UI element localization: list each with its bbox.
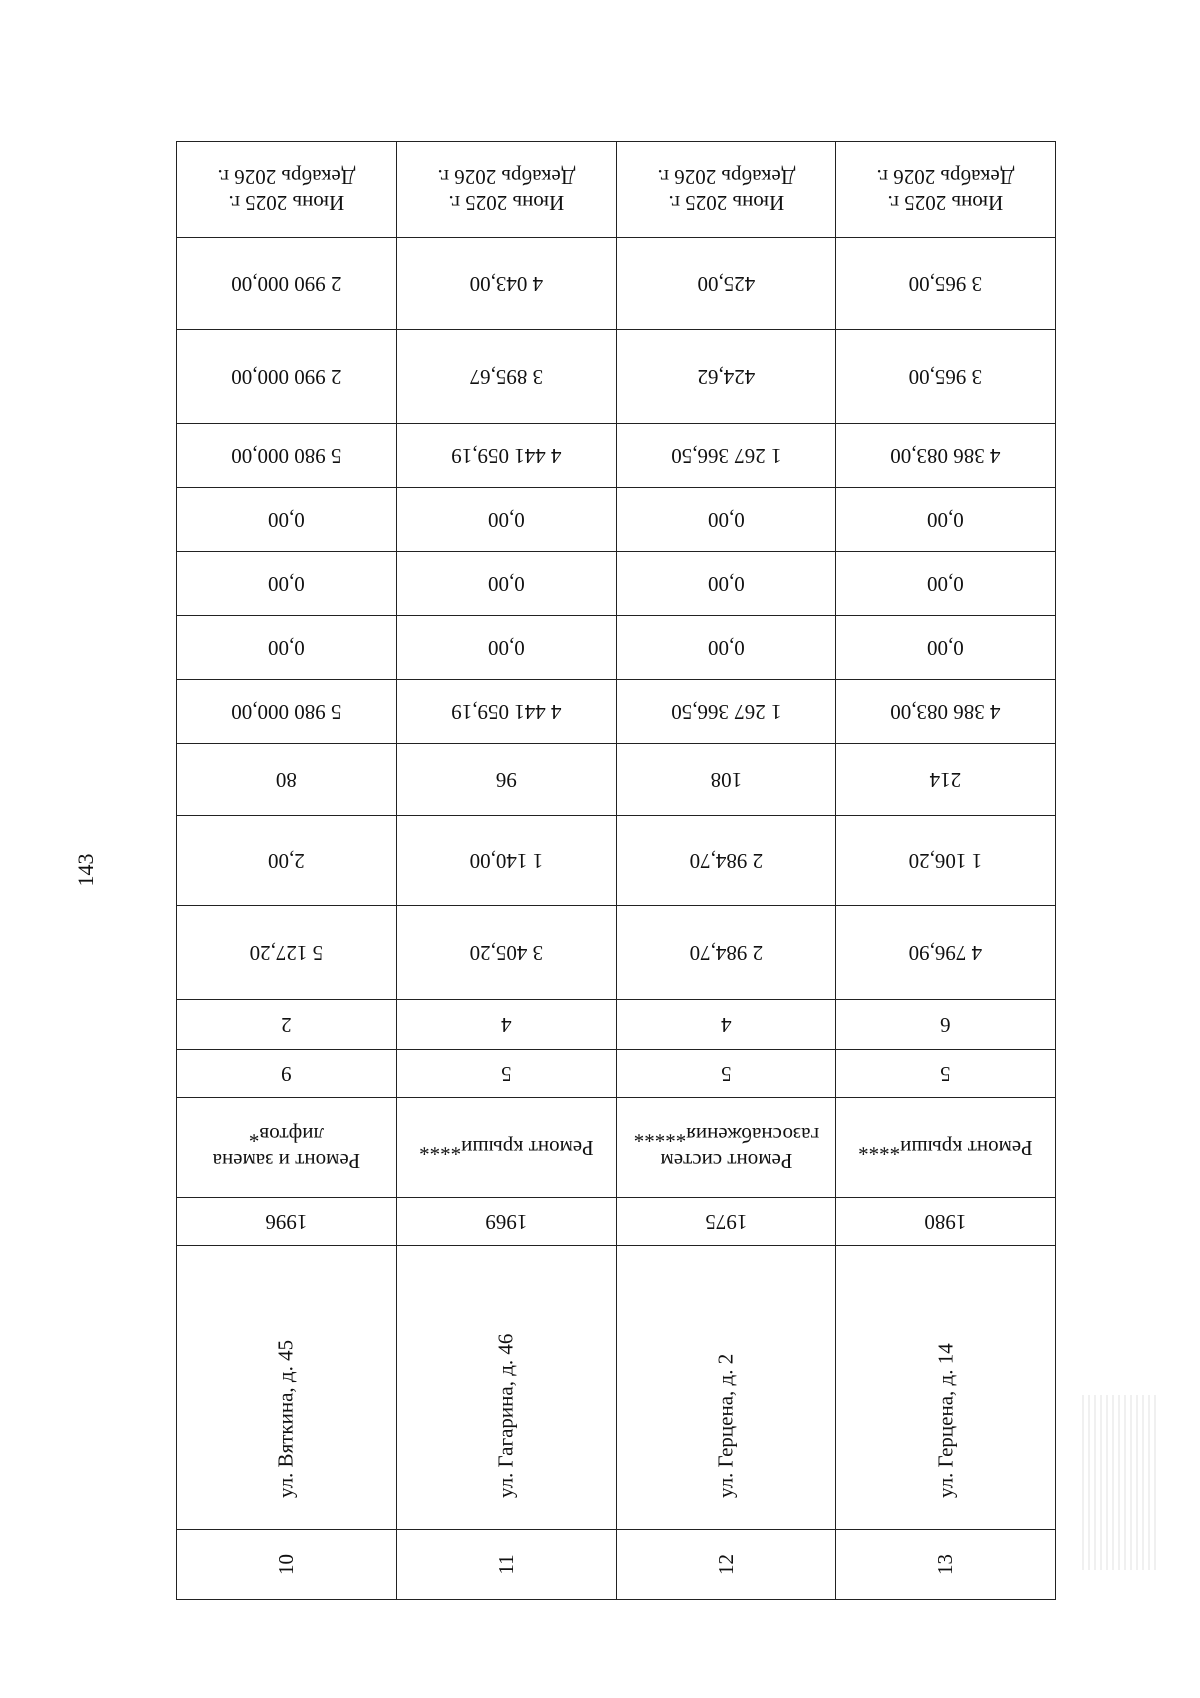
row-value-6 [177, 616, 1056, 680]
cell-value: 0,00 [396, 488, 616, 552]
row-number-text: 10 [273, 1554, 298, 1575]
cell-value: 424,62 [616, 330, 836, 424]
cell-value: 2,00 [177, 816, 397, 906]
cell-value: 5 [836, 1050, 1056, 1098]
address-text: ул. Герцена, д. 14 [933, 1343, 958, 1498]
cell-year: 1980 [836, 1198, 1056, 1246]
cell-value: 108 [616, 744, 836, 816]
cell-value: 4 [396, 1000, 616, 1050]
row-period [177, 142, 1056, 238]
cell-value: 2 984,70 [616, 816, 836, 906]
cell-value: 2 990 000,00 [177, 238, 397, 330]
cell-work-type: Ремонт и замена лифтов* [177, 1098, 397, 1198]
cell-value: 214 [836, 744, 1056, 816]
row-value-2 [177, 330, 1056, 424]
row-value-9 [177, 816, 1056, 906]
cell-value: 5 [396, 1050, 616, 1098]
cell-value: 5 127,20 [177, 906, 397, 1000]
row-value-1 [177, 238, 1056, 330]
cell-year: 1969 [396, 1198, 616, 1246]
page-number [66, 840, 106, 900]
cell-year: 1996 [177, 1198, 397, 1246]
row-number-text: 13 [933, 1554, 958, 1575]
cell-value: 0,00 [177, 488, 397, 552]
row-value-10 [177, 906, 1056, 1000]
row-value-12 [177, 1050, 1056, 1098]
cell-value: 2 [177, 1000, 397, 1050]
cell-row-number [396, 1530, 616, 1600]
cell-value: 1 267 366,50 [616, 424, 836, 488]
cell-value: 1 106,20 [836, 816, 1056, 906]
cell-value: 1 140,00 [396, 816, 616, 906]
cell-period: Июнь 2025 г. Декабрь 2026 г. [396, 142, 616, 238]
cell-value: 4 796,90 [836, 906, 1056, 1000]
row-value-3 [177, 424, 1056, 488]
cell-value: 5 980 000,00 [177, 680, 397, 744]
row-value-5 [177, 552, 1056, 616]
cell-value: 2 984,70 [616, 906, 836, 1000]
cell-value: 4 386 083,00 [836, 680, 1056, 744]
cell-row-number [616, 1530, 836, 1600]
cell-work-type: Ремонт систем газоснабжения***** [616, 1098, 836, 1198]
cell-value: 0,00 [836, 488, 1056, 552]
cell-value: 2 990 000,00 [177, 330, 397, 424]
cell-value: 0,00 [616, 488, 836, 552]
cell-value: 3 405,20 [396, 906, 616, 1000]
cell-row-number [177, 1530, 397, 1600]
row-value-11 [177, 1000, 1056, 1050]
row-work-type [177, 1098, 1056, 1198]
cell-value: 0,00 [836, 616, 1056, 680]
cell-period: Июнь 2025 г. Декабрь 2026 г. [177, 142, 397, 238]
address-text: ул. Вяткина, д. 45 [273, 1339, 298, 1498]
row-address [177, 1246, 1056, 1530]
cell-value: 80 [177, 744, 397, 816]
cell-value: 0,00 [616, 552, 836, 616]
cell-year: 1975 [616, 1198, 836, 1246]
cell-period: Июнь 2025 г. Декабрь 2026 г. [616, 142, 836, 238]
cell-value: 3 965,00 [836, 238, 1056, 330]
page-number-text: 143 [73, 853, 98, 887]
cell-value: 1 267 366,50 [616, 680, 836, 744]
cell-work-type: Ремонт крыши**** [396, 1098, 616, 1198]
cell-value: 4 043,00 [396, 238, 616, 330]
cell-value: 3 895,67 [396, 330, 616, 424]
row-number-text: 12 [713, 1554, 738, 1575]
cell-value: 0,00 [177, 616, 397, 680]
cell-value: 6 [836, 1000, 1056, 1050]
cell-value: 0,00 [177, 552, 397, 616]
cell-value: 0,00 [396, 552, 616, 616]
cell-row-number [836, 1530, 1056, 1600]
row-value-4 [177, 488, 1056, 552]
repair-schedule-table [176, 141, 1056, 1599]
cell-value: 4 441 059,19 [396, 680, 616, 744]
cell-value: 96 [396, 744, 616, 816]
cell-value: 0,00 [616, 616, 836, 680]
cell-period: Июнь 2025 г. Декабрь 2026 г. [836, 142, 1056, 238]
cell-value: 4 386 083,00 [836, 424, 1056, 488]
cell-value: 9 [177, 1050, 397, 1098]
cell-value: 4 441 059,19 [396, 424, 616, 488]
cell-value: 3 965,00 [836, 330, 1056, 424]
cell-value: 4 [616, 1000, 836, 1050]
cell-value: 0,00 [396, 616, 616, 680]
row-number-text: 11 [493, 1554, 518, 1575]
cell-value: 5 980 000,00 [177, 424, 397, 488]
row-number [177, 1530, 1056, 1600]
row-value-7 [177, 680, 1056, 744]
cell-value: 5 [616, 1050, 836, 1098]
row-value-8 [177, 744, 1056, 816]
scan-artifact [1082, 1395, 1160, 1570]
cell-work-type: Ремонт крыши**** [836, 1098, 1056, 1198]
row-year [177, 1198, 1056, 1246]
address-text: ул. Гагарина, д. 46 [493, 1333, 518, 1498]
cell-value: 0,00 [836, 552, 1056, 616]
address-text: ул. Герцена, д. 2 [713, 1353, 738, 1498]
cell-value: 425,00 [616, 238, 836, 330]
